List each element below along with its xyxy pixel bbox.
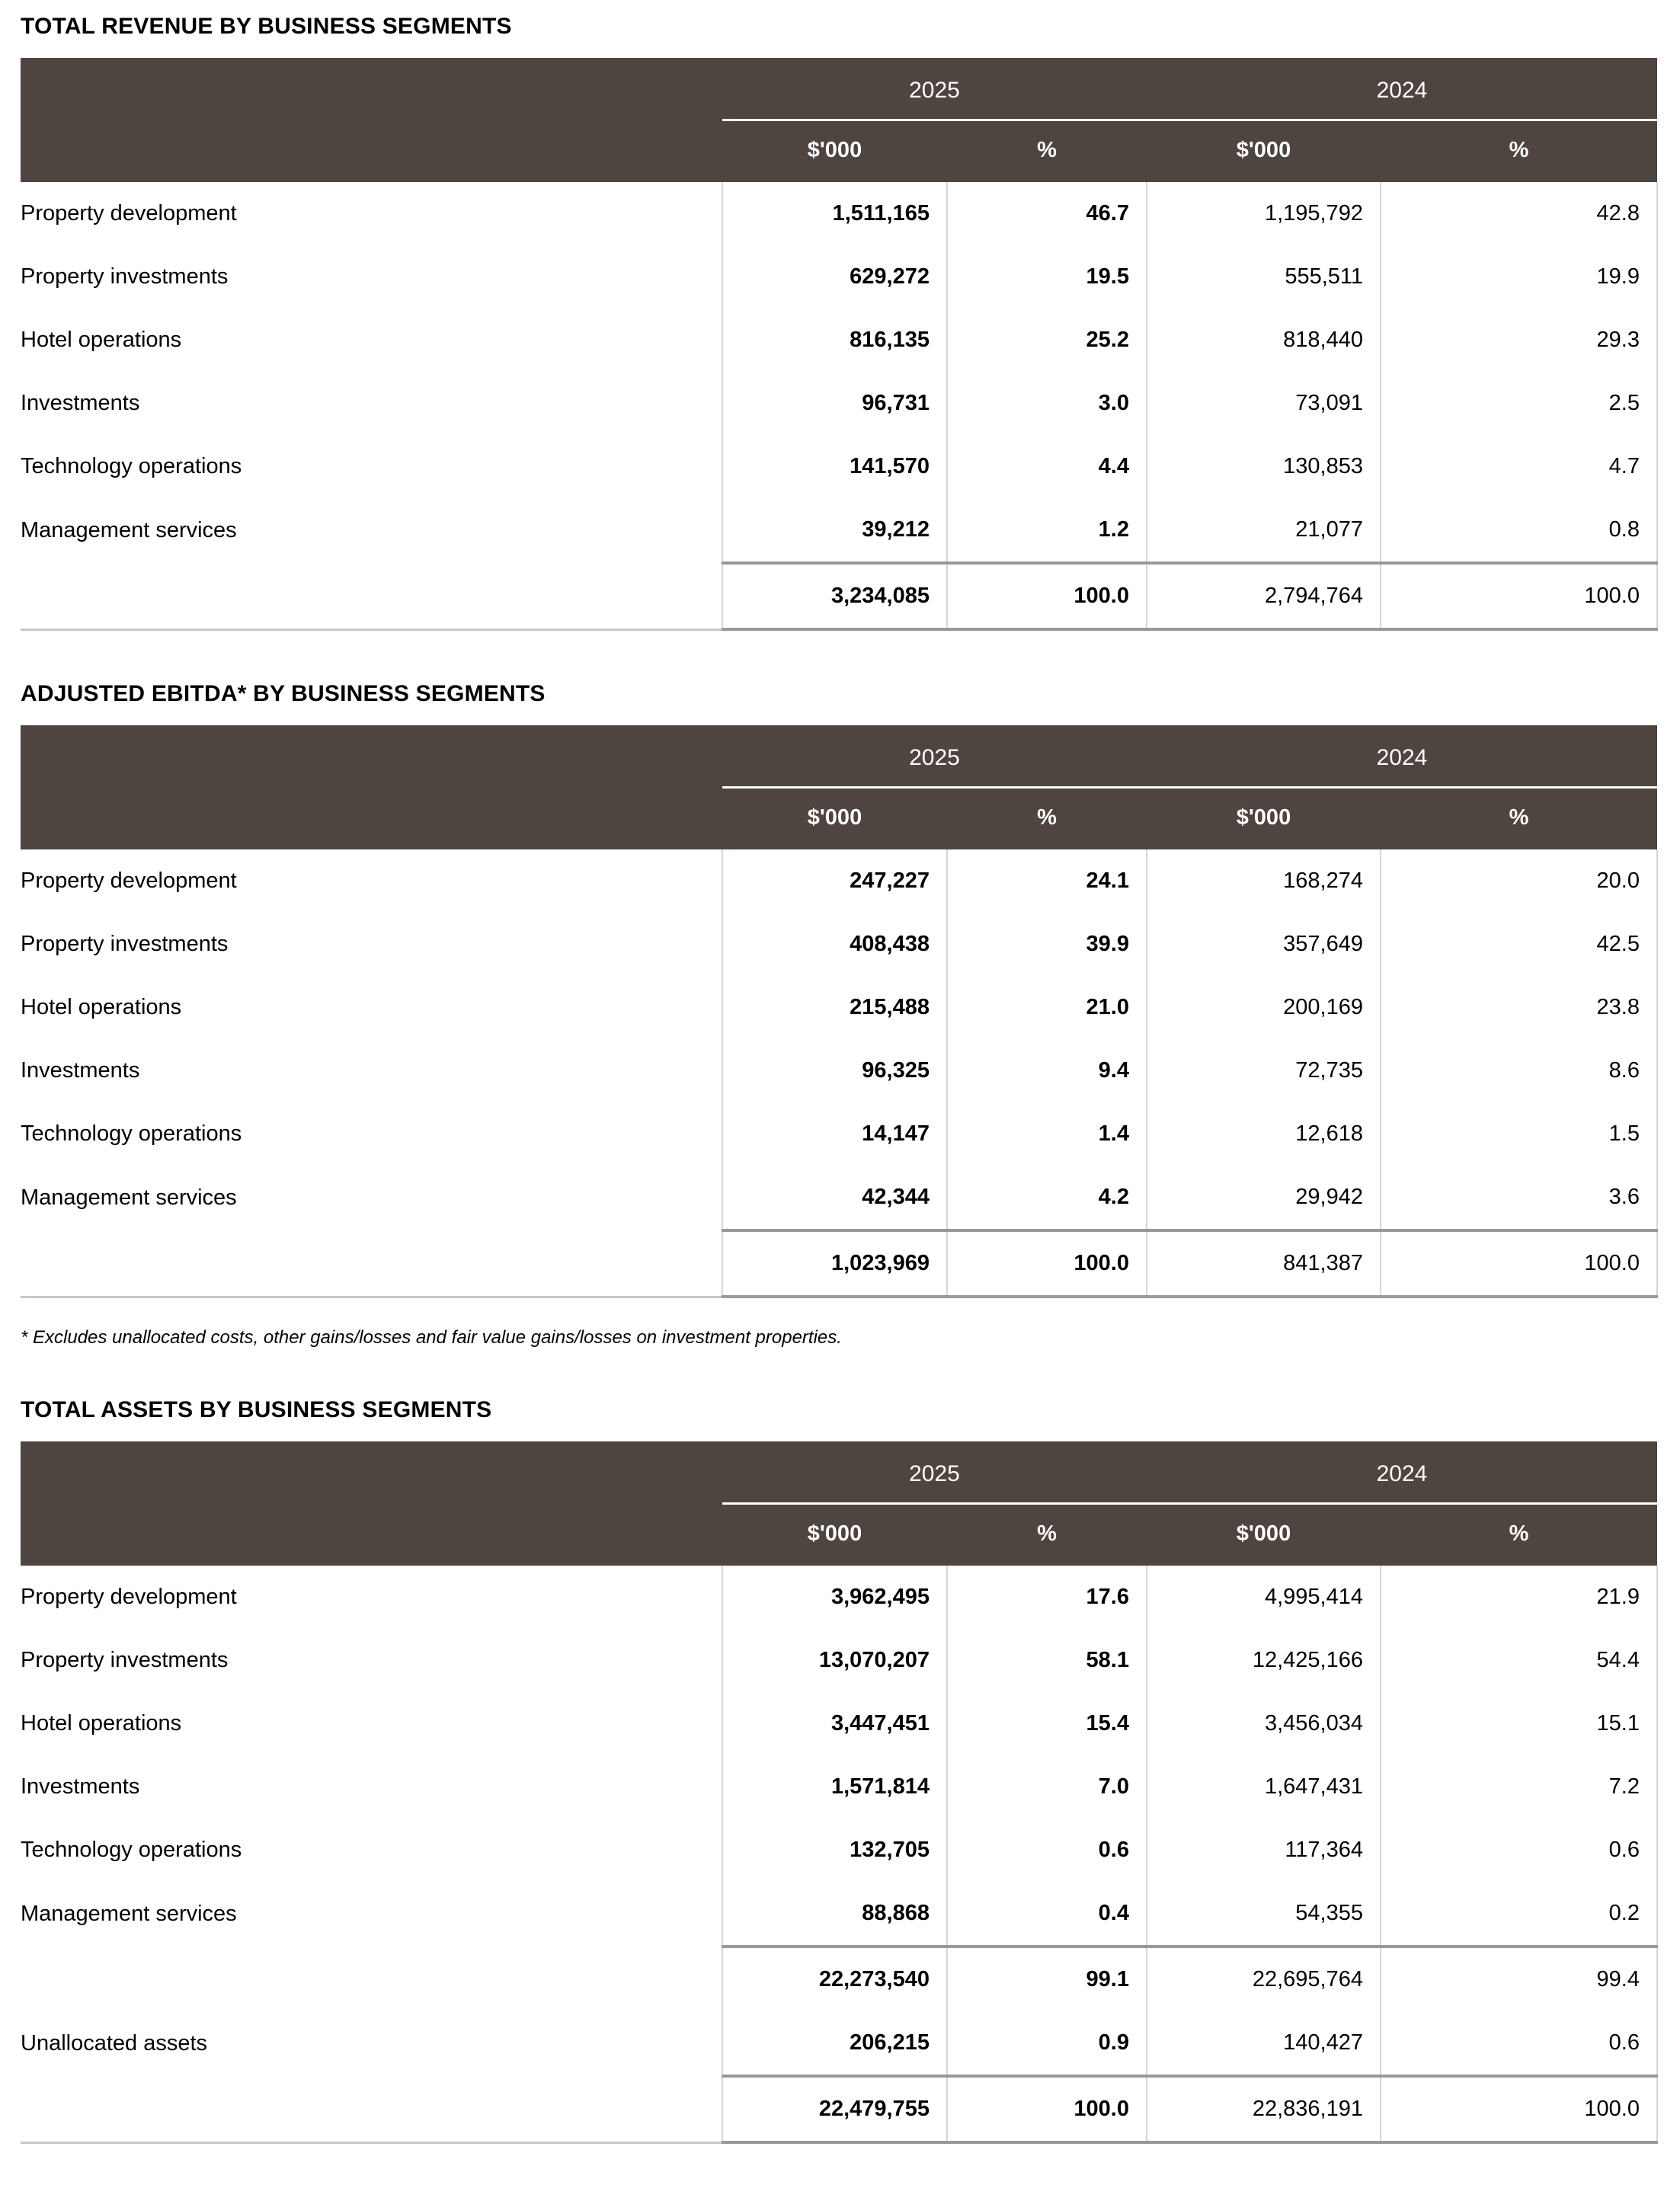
cell-amount-current: 14,147 [722, 1102, 947, 1166]
closing-rule-segment [947, 2142, 1147, 2144]
cell-percent-current: 21.0 [947, 976, 1147, 1039]
header-unit-row [21, 120, 1657, 183]
header-unit-current: $'000 [722, 120, 947, 183]
footnote-adjusted-ebitda: * Excludes unallocated costs, other gains/losses and fair value gains/losses on investment properties. [21, 1327, 842, 1348]
cell-percent-current: 39.9 [947, 913, 1147, 976]
spacer [0, 631, 1680, 681]
table-body [21, 849, 1657, 1298]
sections-container [0, 14, 1680, 2144]
table-closing-rule [21, 2142, 1657, 2144]
cell-percent-prior: 19.9 [1381, 245, 1657, 309]
segment-table-total-assets [21, 1441, 1658, 2144]
cell-amount-prior: 22,695,764 [1147, 1947, 1381, 2011]
table-body [21, 182, 1657, 631]
total-row [21, 563, 1657, 629]
row-label: Management services [21, 1882, 722, 1947]
table-header [21, 1441, 1657, 1566]
cell-amount-prior: 21,077 [1147, 498, 1381, 563]
row-label: Investments [21, 372, 722, 435]
table-row [21, 1629, 1657, 1692]
cell-amount-current: 206,215 [722, 2011, 947, 2076]
cell-amount-prior: 54,355 [1147, 1882, 1381, 1947]
table-row [21, 1566, 1657, 1629]
cell-amount-prior: 2,794,764 [1147, 563, 1381, 629]
cell-percent-prior: 8.6 [1381, 1039, 1657, 1102]
row-label [21, 1947, 722, 2011]
cell-amount-current: 1,571,814 [722, 1755, 947, 1819]
segment-table-adjusted-ebitda [21, 725, 1658, 1298]
table-row [21, 1166, 1657, 1230]
cell-percent-current: 0.6 [947, 1819, 1147, 1882]
row-label: Property investments [21, 245, 722, 309]
cell-percent-current: 0.9 [947, 2011, 1147, 2076]
cell-percent-current: 100.0 [947, 563, 1147, 629]
cell-percent-current: 9.4 [947, 1039, 1147, 1102]
cell-percent-prior: 0.6 [1381, 2011, 1657, 2076]
cell-amount-current: 816,135 [722, 309, 947, 372]
cell-amount-prior: 3,456,034 [1147, 1692, 1381, 1755]
cell-percent-prior: 3.6 [1381, 1166, 1657, 1230]
cell-percent-prior: 29.3 [1381, 309, 1657, 372]
cell-amount-prior: 168,274 [1147, 849, 1381, 913]
row-label: Management services [21, 498, 722, 563]
cell-amount-prior: 1,647,431 [1147, 1755, 1381, 1819]
cell-percent-prior: 42.8 [1381, 182, 1657, 245]
header-unit-current: $'000 [722, 788, 947, 850]
cell-percent-current: 15.4 [947, 1692, 1147, 1755]
row-label: Property development [21, 1566, 722, 1629]
cell-percent-prior: 7.2 [1381, 1755, 1657, 1819]
total-row [21, 1947, 1657, 2011]
table-row [21, 913, 1657, 976]
cell-amount-prior: 1,195,792 [1147, 182, 1381, 245]
row-label: Management services [21, 1166, 722, 1230]
section-title-total-assets: TOTAL ASSETS BY BUSINESS SEGMENTS [21, 1397, 492, 1422]
cell-percent-prior: 21.9 [1381, 1566, 1657, 1629]
cell-percent-current: 1.2 [947, 498, 1147, 563]
row-label: Hotel operations [21, 309, 722, 372]
cell-percent-current: 100.0 [947, 2076, 1147, 2142]
cell-amount-prior: 73,091 [1147, 372, 1381, 435]
row-label: Investments [21, 1755, 722, 1819]
cell-percent-current: 99.1 [947, 1947, 1147, 2011]
cell-amount-current: 22,479,755 [722, 2076, 947, 2142]
header-unit-blank [21, 788, 722, 850]
cell-percent-prior: 100.0 [1381, 2076, 1657, 2142]
table-body [21, 1566, 1657, 2144]
cell-percent-prior: 42.5 [1381, 913, 1657, 976]
closing-rule-segment [722, 2142, 947, 2144]
header-year-row [21, 725, 1657, 788]
table-row [21, 1692, 1657, 1755]
total-row [21, 1230, 1657, 1297]
cell-amount-prior: 4,995,414 [1147, 1566, 1381, 1629]
closing-rule-left [21, 2142, 722, 2144]
cell-percent-prior: 1.5 [1381, 1102, 1657, 1166]
cell-amount-prior: 357,649 [1147, 913, 1381, 976]
header-unit-prior: $'000 [1147, 788, 1381, 850]
cell-amount-current: 3,962,495 [722, 1566, 947, 1629]
cell-percent-prior: 20.0 [1381, 849, 1657, 913]
spacer [0, 1298, 1680, 1327]
cell-percent-current: 19.5 [947, 245, 1147, 309]
cell-percent-current: 1.4 [947, 1102, 1147, 1166]
row-label: Hotel operations [21, 1692, 722, 1755]
cell-amount-current: 3,447,451 [722, 1692, 947, 1755]
row-label: Property investments [21, 913, 722, 976]
cell-percent-current: 24.1 [947, 849, 1147, 913]
cell-amount-prior: 818,440 [1147, 309, 1381, 372]
cell-amount-current: 1,511,165 [722, 182, 947, 245]
cell-percent-current: 58.1 [947, 1629, 1147, 1692]
header-unit-prior: $'000 [1147, 1504, 1381, 1566]
header-corner-blank [21, 725, 722, 788]
cell-amount-current: 96,325 [722, 1039, 947, 1102]
cell-amount-current: 629,272 [722, 245, 947, 309]
table-row [21, 1819, 1657, 1882]
cell-amount-prior: 117,364 [1147, 1819, 1381, 1882]
header-corner-blank [21, 1441, 722, 1504]
cell-percent-prior: 4.7 [1381, 435, 1657, 498]
header-pct-prior: % [1381, 788, 1657, 850]
cell-amount-prior: 29,942 [1147, 1166, 1381, 1230]
cell-amount-current: 96,731 [722, 372, 947, 435]
cell-amount-current: 3,234,085 [722, 563, 947, 629]
table-row [21, 1102, 1657, 1166]
spacer [0, 40, 1680, 58]
cell-percent-prior: 100.0 [1381, 1230, 1657, 1297]
table-row [21, 976, 1657, 1039]
cell-amount-current: 408,438 [722, 913, 947, 976]
spacer [0, 1423, 1680, 1441]
cell-amount-current: 13,070,207 [722, 1629, 947, 1692]
row-label: Unallocated assets [21, 2011, 722, 2076]
cell-percent-current: 100.0 [947, 1230, 1147, 1297]
cell-amount-current: 39,212 [722, 498, 947, 563]
row-label [21, 1230, 722, 1297]
table-row [21, 498, 1657, 563]
cell-percent-current: 25.2 [947, 309, 1147, 372]
section-title-total-revenue: TOTAL REVENUE BY BUSINESS SEGMENTS [21, 14, 512, 39]
header-unit-prior: $'000 [1147, 120, 1381, 183]
cell-amount-current: 247,227 [722, 849, 947, 913]
cell-amount-prior: 841,387 [1147, 1230, 1381, 1297]
cell-amount-prior: 72,735 [1147, 1039, 1381, 1102]
table-row [21, 2011, 1657, 2076]
cell-amount-current: 22,273,540 [722, 1947, 947, 2011]
header-unit-blank [21, 1504, 722, 1566]
cell-percent-current: 0.4 [947, 1882, 1147, 1947]
cell-amount-current: 88,868 [722, 1882, 947, 1947]
cell-percent-prior: 0.8 [1381, 498, 1657, 563]
header-pct-prior: % [1381, 1504, 1657, 1566]
table-row [21, 1882, 1657, 1947]
header-unit-row [21, 788, 1657, 850]
cell-amount-current: 1,023,969 [722, 1230, 947, 1297]
header-pct-current: % [947, 788, 1147, 850]
cell-amount-prior: 130,853 [1147, 435, 1381, 498]
table-row [21, 309, 1657, 372]
cell-percent-prior: 15.1 [1381, 1692, 1657, 1755]
row-label: Property development [21, 182, 722, 245]
header-pct-current: % [947, 120, 1147, 183]
cell-amount-prior: 555,511 [1147, 245, 1381, 309]
header-year-current: 2025 [722, 1441, 1147, 1504]
table-row [21, 1039, 1657, 1102]
row-label: Technology operations [21, 1102, 722, 1166]
header-corner-blank [21, 58, 722, 120]
cell-percent-current: 4.2 [947, 1166, 1147, 1230]
cell-percent-prior: 99.4 [1381, 1947, 1657, 2011]
cell-percent-prior: 54.4 [1381, 1629, 1657, 1692]
table-row [21, 182, 1657, 245]
cell-amount-current: 42,344 [722, 1166, 947, 1230]
table-row [21, 372, 1657, 435]
cell-percent-prior: 23.8 [1381, 976, 1657, 1039]
header-unit-blank [21, 120, 722, 183]
cell-amount-prior: 140,427 [1147, 2011, 1381, 2076]
closing-rule-segment [1147, 2142, 1381, 2144]
header-year-current: 2025 [722, 58, 1147, 120]
closing-rule-segment [1381, 2142, 1657, 2144]
row-label [21, 2076, 722, 2142]
table-header [21, 725, 1657, 849]
header-year-current: 2025 [722, 725, 1147, 788]
header-year-prior: 2024 [1147, 58, 1657, 120]
header-year-row [21, 1441, 1657, 1504]
row-label [21, 563, 722, 629]
cell-amount-prior: 12,618 [1147, 1102, 1381, 1166]
segment-table-total-revenue [21, 58, 1658, 631]
header-unit-row [21, 1504, 1657, 1566]
spacer [0, 707, 1680, 725]
cell-percent-prior: 2.5 [1381, 372, 1657, 435]
cell-amount-prior: 22,836,191 [1147, 2076, 1381, 2142]
header-unit-current: $'000 [722, 1504, 947, 1566]
header-year-prior: 2024 [1147, 725, 1657, 788]
row-label: Property investments [21, 1629, 722, 1692]
cell-percent-current: 46.7 [947, 182, 1147, 245]
section-title-adjusted-ebitda: ADJUSTED EBITDA* BY BUSINESS SEGMENTS [21, 681, 546, 706]
header-year-row [21, 58, 1657, 120]
table-row [21, 435, 1657, 498]
table-row [21, 245, 1657, 309]
cell-percent-current: 7.0 [947, 1755, 1147, 1819]
row-label: Technology operations [21, 1819, 722, 1882]
row-label: Technology operations [21, 435, 722, 498]
cell-percent-prior: 0.6 [1381, 1819, 1657, 1882]
header-pct-prior: % [1381, 120, 1657, 183]
table-row [21, 849, 1657, 913]
table-row [21, 1755, 1657, 1819]
cell-percent-prior: 100.0 [1381, 563, 1657, 629]
row-label: Hotel operations [21, 976, 722, 1039]
cell-amount-prior: 12,425,166 [1147, 1629, 1381, 1692]
header-pct-current: % [947, 1504, 1147, 1566]
cell-percent-current: 4.4 [947, 435, 1147, 498]
table-header [21, 58, 1657, 182]
cell-percent-current: 17.6 [947, 1566, 1147, 1629]
cell-percent-current: 3.0 [947, 372, 1147, 435]
cell-amount-current: 141,570 [722, 435, 947, 498]
cell-amount-current: 215,488 [722, 976, 947, 1039]
cell-amount-current: 132,705 [722, 1819, 947, 1882]
total-row [21, 2076, 1657, 2142]
row-label: Property development [21, 849, 722, 913]
cell-percent-prior: 0.2 [1381, 1882, 1657, 1947]
row-label: Investments [21, 1039, 722, 1102]
cell-amount-prior: 200,169 [1147, 976, 1381, 1039]
header-year-prior: 2024 [1147, 1441, 1657, 1504]
spacer [0, 1348, 1680, 1397]
